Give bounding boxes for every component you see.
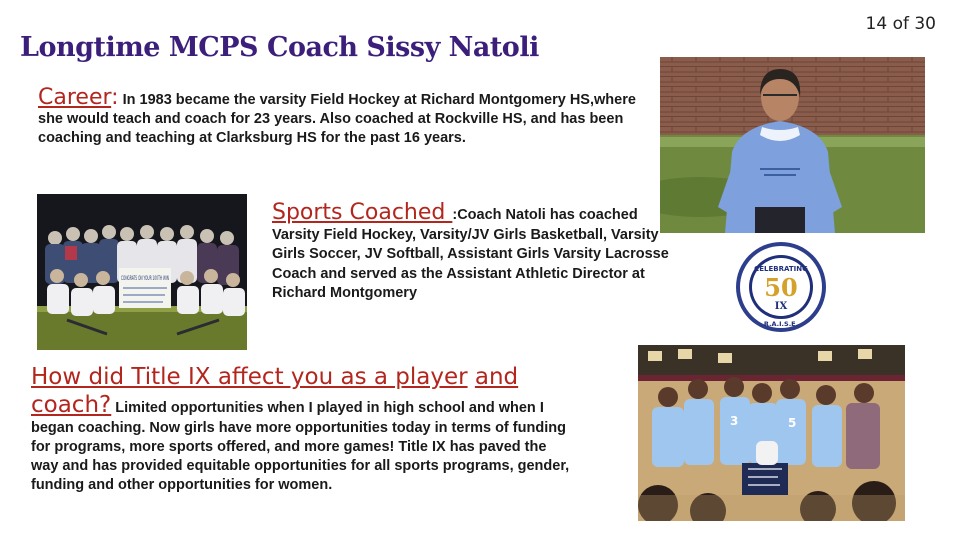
coach-portrait-photo [660,57,925,233]
badge-numeral: IX [774,301,788,312]
career-section [38,85,648,148]
svg-text:3: 3 [730,414,739,428]
career-heading-colon: : [111,85,119,110]
team-sign-text: CONGRATS ON YOUR 100TH WIN [121,274,170,282]
basketball-huddle-photo [638,345,905,521]
team-celebration-photo [37,194,247,350]
badge-bottom-text: R.A.I.S.E. [763,320,799,328]
sports-coached-heading: Sports Coached [272,200,453,225]
career-text: In 1983 became the varsity Field Hockey at Richard Montgomery HS,where she would teach and coach for 23 years. Also coached at Rockville HS, and has been coaching and teaching at Clarksburg HS for the past 16 years. [38,92,636,146]
title-ix-text: Limited opportunities when I played in high school and when I began coaching. Now girls have more opportunities today in terms of funding for programs, more sports offered, and more games! Title IX has paved the way and has provided equitable opportunities for all sports programs, gender, funding and other opportunities for women. [31,400,570,493]
title-ix-50th-badge [735,241,827,333]
title-ix-section [31,363,576,495]
title-ix-heading-part1: How did Title IX affect you as a player [31,364,468,390]
svg-text:5: 5 [788,416,797,430]
slide-counter: 14 of 30 [865,14,936,34]
title-ix-heading-part2: and coach? [31,364,519,418]
badge-top-text: CELEBRATING [754,265,808,273]
sports-coached-section [272,200,682,304]
badge-number: 50 [764,273,798,302]
career-heading: Career [38,85,112,110]
slide-title: Longtime MCPS Coach Sissy Natoli [20,32,539,63]
title-ix-heading-space [468,364,475,390]
sports-coached-text: :Coach Natoli has coached Varsity Field Hockey, Varsity/JV Girls Basketball, Varsity Girls Soccer, JV Softball, Assistant Girls Varsity Lacrosse Coach and served as the Assistant Athletic Director at Richard Montgomery [272,207,669,301]
